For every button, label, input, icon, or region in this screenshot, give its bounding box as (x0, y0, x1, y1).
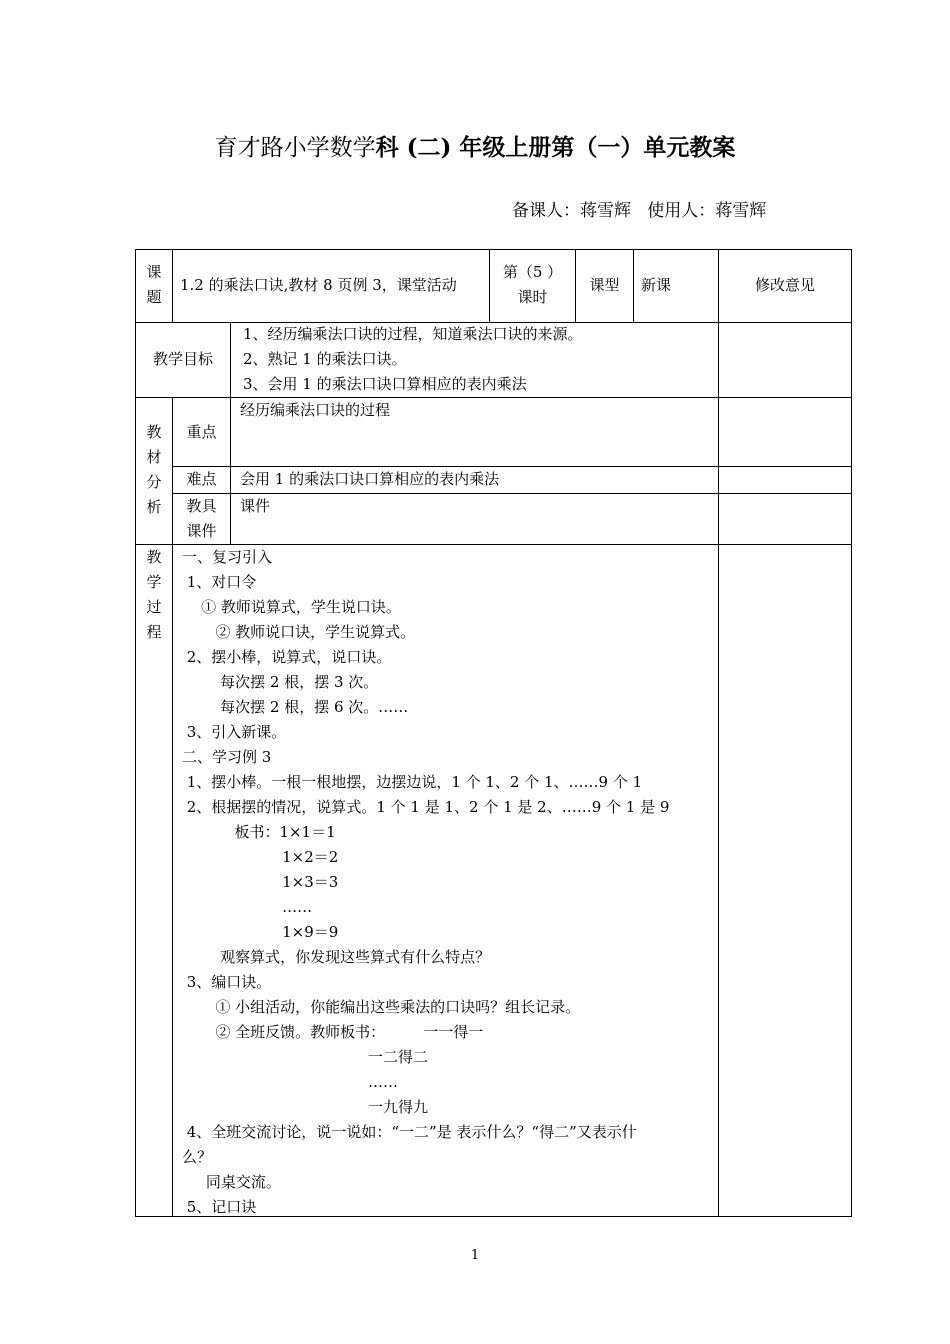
process-line: 2、根据摆的情况，说算式。1 个 1 是 1、2 个 1 是 2、……9 个 1 是 9 (182, 798, 670, 816)
process-label-char: 学 (146, 573, 162, 591)
process-line: ① 小组活动，你能编出这些乘法的口诀吗？组长记录。 (182, 998, 581, 1016)
process-line: 一、复习引入 (182, 548, 273, 566)
type-label: 课型 (589, 276, 620, 294)
analysis-label-char: 教 (146, 423, 162, 441)
process-line: 5、记口诀 (182, 1198, 257, 1216)
goal-item: 3、会用 1 的乘法口诀口算相应的表内乘法 (243, 375, 527, 393)
tools-label (173, 494, 230, 544)
process-line: 每次摆 2 根，摆 3 次。 (182, 673, 379, 691)
process-line: …… (182, 1073, 398, 1091)
goal-item: 1、经历编乘法口诀的过程，知道乘法口诀的来源。 (243, 325, 583, 343)
goals-list (243, 322, 713, 397)
tools-label-line1: 教具 (186, 497, 217, 515)
topic-label-line1: 课 (146, 263, 162, 281)
process-label-char: 过 (146, 598, 162, 616)
process-label-char: 程 (146, 623, 162, 641)
key-point-value: 经历编乘法口诀的过程 (240, 401, 391, 419)
title-normal: 育才路小学数学 (214, 135, 376, 161)
process-line: ① 教师说算式，学生说口诀。 (182, 598, 401, 616)
tools-label-line2: 课件 (186, 522, 217, 540)
process-line: 1×3＝3 (182, 873, 339, 891)
page-number: 1 (470, 1248, 480, 1263)
process-line: 2、摆小棒，说算式，说口诀。 (182, 648, 392, 666)
lesson-number-line2: 课时 (517, 288, 548, 306)
topic-value: 1.2 的乘法口诀,教材 8 页例 3，课堂活动 (180, 276, 457, 294)
process-label-char: 教 (146, 548, 162, 566)
analysis-label-char: 析 (146, 498, 162, 516)
difficult-point-value: 会用 1 的乘法口诀口算相应的表内乘法 (240, 470, 500, 488)
preparer-line: 备课人：蒋雪辉 使用人：蒋雪辉 (512, 201, 767, 221)
process-line: 每次摆 2 根，摆 6 次。…… (182, 698, 409, 716)
process-line: 1×2＝2 (182, 848, 339, 866)
lesson-number-line1: 第（5 ） (502, 263, 563, 281)
process-line: 一二得二 (182, 1048, 428, 1066)
document-title (0, 131, 950, 165)
process-line: 同桌交流。 (182, 1173, 281, 1191)
process-line: 3、编口诀。 (182, 973, 272, 991)
process-line: 4、全班交流讨论，说一说如：“一二”是 表示什么？“得二”又表示什 (182, 1123, 637, 1141)
process-line: 3、引入新课。 (182, 723, 287, 741)
process-line: 板书：1×1＝1 (182, 823, 336, 841)
lesson-number (490, 260, 575, 310)
process-line: 1、摆小棒。一根一根地摆，边摆边说，1 个 1、2 个 1、……9 个 1 (182, 773, 643, 791)
topic-label-line2: 题 (146, 288, 162, 306)
type-value: 新课 (641, 276, 672, 294)
goal-item: 2、熟记 1 的乘法口诀。 (243, 350, 407, 368)
process-line: 一九得九 (182, 1098, 428, 1116)
tools-value: 课件 (240, 497, 271, 515)
process-line: 二、学习例 3 (182, 748, 272, 766)
title-bold: 科 (二) 年级上册第（一）单元教案 (375, 134, 736, 161)
analysis-label-char: 分 (146, 473, 162, 491)
key-point-label: 重点 (186, 423, 217, 441)
analysis-label-char: 材 (146, 448, 162, 466)
process-content (182, 545, 716, 1220)
topic-label (136, 260, 172, 310)
analysis-label (136, 420, 172, 520)
goals-label: 教学目标 (152, 350, 213, 368)
difficult-point-label: 难点 (186, 470, 217, 488)
process-line: 观察算式，你发现这些算式有什么特点？ (182, 948, 491, 966)
revision-label: 修改意见 (754, 276, 815, 294)
process-line: ② 教师说口诀，学生说算式。 (182, 623, 416, 641)
process-line: …… (182, 898, 313, 916)
process-label (136, 545, 172, 645)
process-line: 1、对口令 (182, 573, 257, 591)
process-line: 么？ (182, 1148, 213, 1166)
process-line: 1×9＝9 (182, 923, 339, 941)
process-line: ② 全班反馈。教师板书： 一一得一 (182, 1023, 484, 1041)
